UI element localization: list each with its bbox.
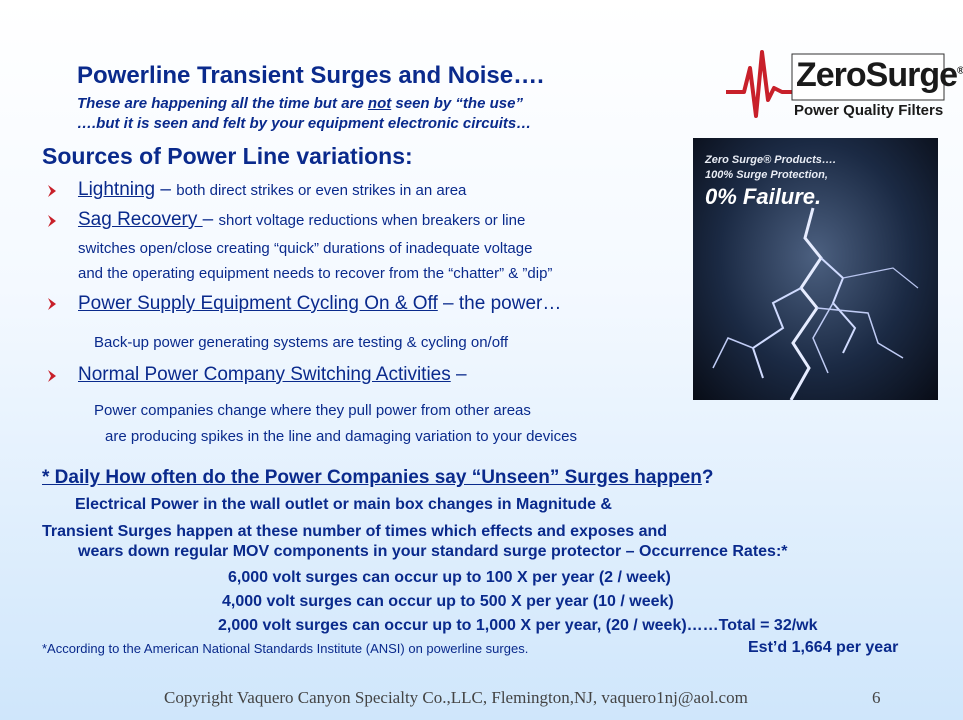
rate-4000: 4,000 volt surges can occur up to 500 X per year (10 / week) [222,593,674,610]
source-item-sag-recovery [78,209,525,231]
sources-heading: Sources of Power Line variations: [42,143,413,169]
source-desc-line: Power companies change where they pull power from other areas [94,402,531,419]
source-desc: short voltage reductions when breakers or line [218,212,526,229]
source-dash: – [155,179,177,200]
photo-caption-3: 0% Failure. [705,184,822,209]
zerosurge-logo [722,44,963,124]
source-dash: – [202,209,219,230]
page-number: 6 [872,688,881,707]
bullet-arrow-icon [47,369,57,383]
daily-question [42,467,713,489]
daily-question-text: * Daily How often do the Power Companies say “Unseen” Surges happen [42,467,702,488]
source-desc-line: switches open/close creating “quick” durations of inadequate voltage [78,240,533,257]
rate-6000: 6,000 volt surges can occur up to 100 X per year (2 / week) [228,569,671,586]
footer-copyright: Copyright Vaquero Canyon Specialty Co.,LLC, Flemington,NJ, vaquero1nj@aol.com [164,688,748,707]
source-term: Lightning [78,179,156,200]
ansi-note: *According to the American National Standards Institute (ANSI) on powerline surges. [42,641,529,656]
source-dash: – [450,364,467,385]
bullet-arrow-icon [47,184,57,198]
logo-brand: ZeroSurge® [796,56,963,94]
subtitle-line-1 [77,95,523,112]
lightning-photo [693,138,938,400]
slide-title: Powerline Transient Surges and Noise…. [77,62,544,89]
rate-2000: 2,000 volt surges can occur up to 1,000 X per year, (20 / week)……Total = 32/wk [218,617,818,634]
daily-question-mark: ? [701,467,714,488]
photo-caption-2: 100% Surge Protection, [705,169,828,181]
bullet-arrow-icon [47,214,57,228]
source-item-lightning [78,179,466,201]
source-term: Sag Recovery [78,209,203,230]
source-desc-line: Back-up power generating systems are testing & cycling on/off [94,334,509,351]
estimated-total: Est’d 1,664 per year [748,639,899,656]
daily-paragraph-2: Transient Surges happen at these number of times which effects and exposes and [42,523,668,540]
subtitle-text: These are happening all the time but are [77,95,368,112]
source-desc: both direct strikes or even strikes in an area [176,182,467,199]
bullet-arrow-icon [47,297,57,311]
source-term: Normal Power Company Switching Activities [78,364,451,385]
subtitle-line-2: ….but it is seen and felt by your equipment electronic circuits… [77,115,532,132]
logo-tagline: Power Quality Filters [794,102,944,119]
subtitle-text-end: seen by “the use” [391,95,523,112]
source-item-switching [78,364,467,386]
source-desc-line: are producing spikes in the line and damaging variation to your devices [105,428,577,445]
daily-paragraph-1: Electrical Power in the wall outlet or main box changes in Magnitude & [75,496,612,513]
source-desc-line: and the operating equipment needs to recover from the “chatter” & ”dip” [78,265,553,282]
source-item-power-supply [78,293,561,315]
subtitle-not: not [367,95,392,112]
daily-paragraph-3: wears down regular MOV components in your standard surge protector – Occurrence Rates:* [78,543,788,560]
photo-caption-1: Zero Surge® Products…. [705,154,836,166]
source-dash: – the power… [437,293,562,314]
source-term: Power Supply Equipment Cycling On & Off [78,293,438,314]
